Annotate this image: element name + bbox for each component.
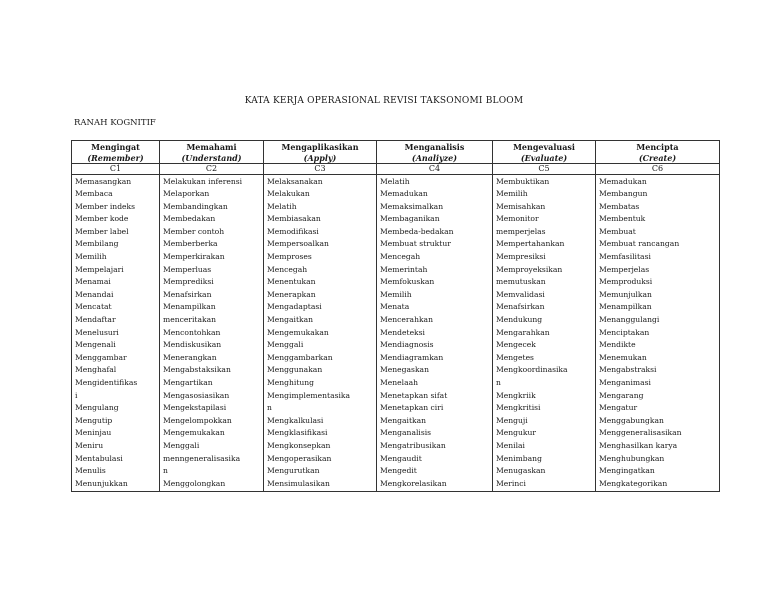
verb-item: Mengkritisi xyxy=(496,403,541,413)
verb-item: Membiasakan xyxy=(267,214,321,224)
verb-item: memutuskan xyxy=(496,277,546,287)
verb-item: Menimbang xyxy=(496,453,542,463)
verb-item: Memodifikasi xyxy=(267,226,319,236)
verb-item: Mengkalkulasi xyxy=(267,415,324,425)
verb-item: n xyxy=(163,466,168,476)
verb-item: Melakukan inferensi xyxy=(163,176,243,186)
verb-item: Membuat rancangan xyxy=(599,239,680,249)
verb-item: Membuktikan xyxy=(496,176,550,186)
verb-item: Mempelajari xyxy=(75,264,124,274)
verb-cell-c6 xyxy=(596,175,720,492)
verb-item: Membandingkan xyxy=(163,201,228,211)
verb-item: Mendikte xyxy=(599,340,636,350)
verb-item: Menafsirkan xyxy=(496,302,545,312)
verb-item: Mengekstapilasi xyxy=(163,403,227,413)
verb-item: Mengulang xyxy=(75,403,119,413)
verb-item: Mengabstraksi xyxy=(599,365,657,375)
verb-item: Menghafal xyxy=(75,365,117,375)
verb-item: Melatih xyxy=(380,176,410,186)
verb-item: Melakukan xyxy=(267,189,310,199)
verb-item: Memperjelas xyxy=(599,264,650,274)
verb-item: Melaporkan xyxy=(163,189,210,199)
verb-item: Mengukur xyxy=(496,428,537,438)
verb-item: Menentukan xyxy=(267,277,316,287)
verb-item: Memadukan xyxy=(599,176,647,186)
verb-item: Menafsirkan xyxy=(163,289,212,299)
verb-item: Melaksanakan xyxy=(267,176,323,186)
verb-item: Menggali xyxy=(163,440,200,450)
verb-item: Membaganikan xyxy=(380,214,440,224)
verb-item: Meninjau xyxy=(75,428,112,438)
verb-item: memperjelas xyxy=(496,226,546,236)
verb-item: Membedakan xyxy=(163,214,216,224)
verb-item: Mengkoordinasika xyxy=(496,365,568,375)
level-code: C3 xyxy=(264,164,377,175)
verb-item: Mencatat xyxy=(75,302,112,312)
verb-item: Mengasosiasikan xyxy=(163,390,230,400)
verb-item: Mensimulasikan xyxy=(267,478,330,488)
verb-item: Menunjukkan xyxy=(75,478,128,488)
verb-item: Menilai xyxy=(496,440,525,450)
verb-item: Mengingatkan xyxy=(599,466,655,476)
verb-item: Menggambarkan xyxy=(267,352,333,362)
verb-item: Mengadaptasi xyxy=(267,302,322,312)
verb-item: Memisahkan xyxy=(496,201,546,211)
verb-item: Mengkriik xyxy=(496,390,536,400)
verb-item: Menerangkan xyxy=(163,352,217,362)
verb-item: Menegaskan xyxy=(380,365,429,375)
verb-item: Memadukan xyxy=(380,189,428,199)
verb-item: Menguji xyxy=(496,415,528,425)
verb-item: Mencegah xyxy=(267,264,308,274)
verb-cell-c3 xyxy=(264,175,377,492)
verb-item: Mengecek xyxy=(496,340,536,350)
verb-item: Menciptakan xyxy=(599,327,650,337)
level-code: C6 xyxy=(596,164,720,175)
verb-item: Menampilkan xyxy=(163,302,216,312)
verb-item: Mengoperasikan xyxy=(267,453,332,463)
verb-item: Mengelompokkan xyxy=(163,415,232,425)
verb-item: Membangun xyxy=(599,189,648,199)
verb-item: Memerintah xyxy=(380,264,428,274)
verb-item: Mengarang xyxy=(599,390,644,400)
verb-item: Membuat xyxy=(599,226,636,236)
verb-item: Membeda-bedakan xyxy=(380,226,454,236)
verb-item: Menugaskan xyxy=(496,466,546,476)
verb-item: Memperluas xyxy=(163,264,212,274)
verb-item: Mendiskusikan xyxy=(163,340,222,350)
column-header-c5: Mengevaluasi (Evaluate) xyxy=(493,141,596,164)
verb-item: Mengenali xyxy=(75,340,116,350)
verb-cell-c4 xyxy=(377,175,493,492)
verb-item: Mengaitkan xyxy=(380,415,427,425)
verb-item: Menetapkan sifat xyxy=(380,390,448,400)
verb-item: Memperkirakan xyxy=(163,252,225,262)
column-header-c4: Menganalisis (Analiyze) xyxy=(377,141,493,164)
verb-item: menngeneralisasika xyxy=(163,453,241,463)
verb-item: Mendaftar xyxy=(75,315,116,325)
verb-item: Menandai xyxy=(75,289,114,299)
verb-item: Mendiagnosis xyxy=(380,340,434,350)
verb-item: Menggali xyxy=(267,340,304,350)
verb-item: Membaca xyxy=(75,189,113,199)
verb-item: Mencegah xyxy=(380,252,421,262)
verb-item: Mengabstaksikan xyxy=(163,365,231,375)
verb-item: menceritakan xyxy=(163,315,216,325)
verb-item: Member label xyxy=(75,226,129,236)
verb-cell-c1 xyxy=(72,175,160,492)
verb-item: Memproduksi xyxy=(599,277,653,287)
verb-item: Mengutip xyxy=(75,415,113,425)
verb-item: Mengaitkan xyxy=(267,315,314,325)
verb-item: Menanggulangi xyxy=(599,315,660,325)
column-header-c3: Mengaplikasikan (Apply) xyxy=(264,141,377,164)
verb-item: Menamai xyxy=(75,277,111,287)
document-title: KATA KERJA OPERASIONAL REVISI TAKSONOMI BLOOM xyxy=(244,96,524,106)
column-header-c6: Mencipta (Create) xyxy=(596,141,720,164)
verb-item: Menulis xyxy=(75,466,106,476)
table-header-row xyxy=(72,141,720,164)
level-code: C1 xyxy=(72,164,160,175)
verb-item: Mengkategorikan xyxy=(599,478,668,488)
verb-cell-c5 xyxy=(493,175,596,492)
verb-item: Mengarahkan xyxy=(496,327,550,337)
verb-item: Menerapkan xyxy=(267,289,316,299)
verb-item: Member contoh xyxy=(163,226,225,236)
bloom-verb-table xyxy=(71,140,720,492)
verb-item: Mengimplementasika xyxy=(267,390,351,400)
verb-item: Mengatribusikan xyxy=(380,440,446,450)
verb-item: Membilang xyxy=(75,239,119,249)
verb-item: Memasangkan xyxy=(75,176,132,186)
verb-item: Menggabungkan xyxy=(599,415,664,425)
verb-item: Menetapkan ciri xyxy=(380,403,444,413)
verb-item: n xyxy=(496,378,501,387)
verb-item: Mengaudit xyxy=(380,453,422,463)
verb-item: Memaksimalkan xyxy=(380,201,444,211)
verb-item: Merinci xyxy=(496,478,526,488)
verb-item: Mentabulasi xyxy=(75,453,123,463)
verb-item: Memonitor xyxy=(496,214,539,224)
verb-item: Member kode xyxy=(75,214,129,224)
verb-item: Mengidentifikas xyxy=(75,378,138,387)
verb-item: Memfokuskan xyxy=(380,277,435,287)
verb-item: Member indeks xyxy=(75,201,136,211)
verb-item: Memfasilitasi xyxy=(599,252,651,262)
verb-item: Menggambar xyxy=(75,352,127,362)
verb-item: n xyxy=(267,403,272,413)
verb-item: Memproses xyxy=(267,252,312,262)
verb-item: Menganalisis xyxy=(380,428,432,438)
level-code: C2 xyxy=(160,164,264,175)
column-header-c2: Memahami (Understand) xyxy=(160,141,264,164)
verb-item: Mengkorelasikan xyxy=(380,478,447,488)
verb-item: Memilih xyxy=(496,189,528,199)
verb-item: Menelusuri xyxy=(75,327,119,337)
verb-item: Melatih xyxy=(267,201,297,211)
verb-item: Menemukan xyxy=(599,352,647,362)
verb-item: Mendiagramkan xyxy=(380,352,444,362)
verb-item: Menampilkan xyxy=(599,302,652,312)
verb-item: Menghasilkan karya xyxy=(599,440,678,450)
verb-item: Meniru xyxy=(75,440,104,450)
verb-item: Mengurutkan xyxy=(267,466,320,476)
verb-item: Mempresiksi xyxy=(496,252,546,262)
verb-item: Memilih xyxy=(75,252,107,262)
level-code-row xyxy=(72,164,720,175)
verb-item: Mencontohkan xyxy=(163,327,221,337)
verb-item: Mengartikan xyxy=(163,378,213,387)
verb-item: Mengklasifikasi xyxy=(267,428,328,438)
verb-item: Menggunakan xyxy=(267,365,323,375)
verb-item: Menganimasi xyxy=(599,378,651,387)
verb-item: Mengemukakan xyxy=(267,327,329,337)
verb-item: Menata xyxy=(380,302,410,312)
verb-item: Membentuk xyxy=(599,214,646,224)
verb-item: Memvalidasi xyxy=(496,289,545,299)
verb-item: Mengemukakan xyxy=(163,428,225,438)
verb-cell-c2 xyxy=(160,175,264,492)
verb-row xyxy=(72,175,720,492)
verb-item: Menghubungkan xyxy=(599,453,665,463)
level-code: C4 xyxy=(377,164,493,175)
verb-item: Mempersoalkan xyxy=(267,239,329,249)
verb-item: Mendukung xyxy=(496,315,543,325)
verb-item: Mengetes xyxy=(496,352,534,362)
verb-item: Mengatur xyxy=(599,403,638,413)
verb-item: Memproyeksikan xyxy=(496,264,563,274)
verb-item: Membatas xyxy=(599,201,640,211)
verb-item: Membuat struktur xyxy=(380,239,451,249)
verb-item: Memprediksi xyxy=(163,277,214,287)
level-code: C5 xyxy=(493,164,596,175)
verb-item: Memberberka xyxy=(163,239,218,249)
verb-item: Memunjulkan xyxy=(599,289,652,299)
verb-item: Memilih xyxy=(380,289,412,299)
verb-item: Menggeneralisasikan xyxy=(599,428,682,438)
verb-item: i xyxy=(75,390,78,400)
column-header-c1: Mengingat (Remember) xyxy=(72,141,160,164)
verb-item: Menghitung xyxy=(267,378,315,387)
verb-item: Menelaah xyxy=(380,378,419,387)
verb-item: Mengkonsepkan xyxy=(267,440,331,450)
verb-item: Menggolongkan xyxy=(163,478,226,488)
verb-item: Mempertahankan xyxy=(496,239,565,249)
verb-item: Mencerahkan xyxy=(380,315,433,325)
verb-item: Mendeteksi xyxy=(380,327,425,337)
section-heading: RANAH KOGNITIF xyxy=(74,118,156,128)
verb-item: Mengedit xyxy=(380,466,417,476)
